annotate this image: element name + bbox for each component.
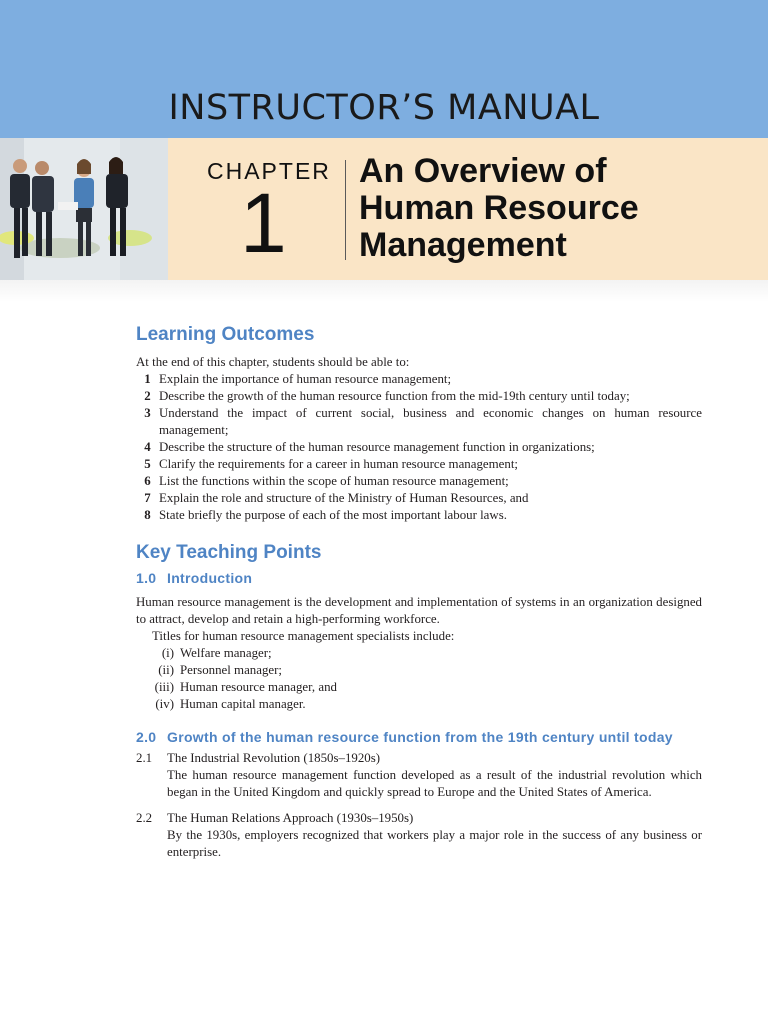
page-content (136, 320, 702, 861)
subsection-title: The Industrial Revolution (1850s–1920s) (167, 751, 381, 765)
item-text: Welfare manager; (180, 646, 272, 660)
item-text: Clarify the requirements for a career in human resource management; (159, 457, 518, 471)
item-number: 2 (144, 389, 151, 403)
list-item (136, 388, 702, 405)
item-text: Human capital manager. (180, 697, 306, 711)
titles-list (136, 645, 702, 713)
section-heading (136, 727, 702, 747)
list-item (136, 405, 702, 439)
list-item (136, 645, 702, 662)
list-item (136, 439, 702, 456)
list-item (136, 696, 702, 713)
item-number: 6 (144, 474, 151, 488)
item-number: 7 (144, 491, 151, 505)
section-number: 1.0 (136, 570, 157, 586)
item-number: (i) (161, 646, 174, 660)
item-number: (ii) (158, 663, 174, 677)
chapter-title-line: Human Resource (359, 189, 639, 227)
item-number: 8 (144, 508, 151, 522)
list-item (136, 473, 702, 490)
subsection-title: The Human Relations Approach (1930s–1950s) (167, 811, 414, 825)
key-teaching-points-heading: Key Teaching Points (136, 542, 322, 563)
list-item (136, 662, 702, 679)
list-item (136, 679, 702, 696)
item-text: Describe the growth of the human resource function from the mid-19th century until today; (159, 389, 630, 403)
subsection-number: 2.2 (136, 811, 153, 825)
learning-outcomes-list (136, 371, 702, 524)
item-text: List the functions within the scope of human resource management; (159, 474, 509, 488)
item-text: Understand the impact of current social, business and economic changes on human resource management; (159, 406, 702, 437)
subsection-body (167, 750, 702, 801)
cover-photo (0, 138, 168, 280)
item-text: Explain the importance of human resource management; (159, 372, 452, 386)
item-number: 4 (144, 440, 151, 454)
item-number: (iii) (154, 680, 174, 694)
chapter-title (359, 153, 689, 264)
list-item (136, 490, 702, 507)
subsection-text: The human resource management function developed as a result of the industrial revolution which began in the United Kingdom and quickly spread to Europe and the United States of America. (167, 768, 702, 799)
section-number: 2.0 (136, 729, 157, 745)
chapter-title-line: Management (359, 226, 567, 264)
item-number: (iv) (155, 697, 174, 711)
learning-outcomes-intro: At the end of this chapter, students should be able to: (136, 355, 410, 369)
item-text: State briefly the purpose of each of the most important labour laws. (159, 508, 507, 522)
business-meeting-photo (0, 138, 168, 280)
item-text: Personnel manager; (180, 663, 283, 677)
item-number: 1 (144, 372, 151, 386)
subsection-text: By the 1930s, employers recognized that workers play a major role in the success of any business or enterprise. (167, 828, 702, 859)
subsection-body (167, 810, 702, 861)
list-item (136, 371, 702, 388)
chapter-title-line: An Overview of (359, 152, 607, 190)
section-title: Introduction (167, 570, 253, 586)
chapter-divider (345, 160, 346, 260)
chapter-number: 1 (240, 176, 287, 270)
learning-outcomes-heading: Learning Outcomes (136, 324, 315, 345)
item-number: 5 (144, 457, 151, 471)
subsection (136, 810, 702, 861)
item-text: Human resource manager, and (180, 680, 337, 694)
item-number: 3 (144, 406, 151, 420)
chapter-label: CHAPTER (207, 158, 331, 184)
subsection (136, 750, 702, 801)
item-text: Describe the structure of the human resource management function in organizations; (159, 440, 595, 454)
banner-shadow (0, 280, 768, 302)
section-title: Growth of the human resource function from the 19th century until today (167, 729, 673, 745)
item-text: Explain the role and structure of the Ministry of Human Resources, and (159, 491, 529, 505)
manual-title: INSTRUCTOR’S MANUAL (168, 88, 600, 128)
subsection-number: 2.1 (136, 751, 153, 765)
section-heading (136, 568, 702, 588)
list-item (136, 507, 702, 524)
intro-paragraph: Human resource management is the development and implementation of systems in an organization designed to attract, develop and retain a high-performing workforce. (136, 595, 702, 626)
titles-intro: Titles for human resource management specialists include: (152, 629, 455, 643)
list-item (136, 456, 702, 473)
